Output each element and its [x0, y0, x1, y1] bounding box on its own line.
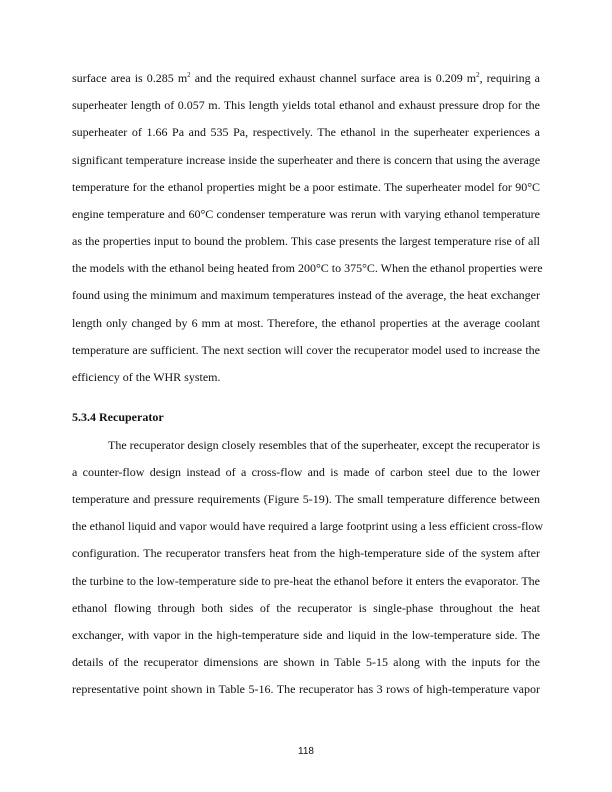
text-run: surface area is 0.285 m [72, 71, 188, 85]
page-number: 118 [298, 746, 314, 757]
paragraph-line: configuration. The recuperator transfers heat from the high-temperature side of the system after [72, 546, 540, 560]
paragraph-line: engine temperature and 60°C condenser temperature was rerun with varying ethanol temperature [72, 207, 540, 221]
paragraph-line: the ethanol liquid and vapor would have required a large footprint using a less efficient cross-flow [72, 519, 544, 533]
paragraph-line: The recuperator design closely resembles that of the superheater, except the recuperator is [108, 438, 540, 452]
paragraph-line: ethanol flowing through both sides of the recuperator is single-phase throughout the heat [72, 601, 540, 615]
paragraph-line: superheater of 1.66 Pa and 535 Pa, respectively. The ethanol in the superheater experiences a [72, 125, 540, 139]
paragraph-line: length only changed by 6 mm at most. Therefore, the ethanol properties at the average coolant [72, 316, 540, 330]
text-run: , requiring a [479, 71, 541, 85]
paragraph-line: temperature are sufficient. The next section will cover the recuperator model used to increase the [72, 343, 540, 357]
paragraph-line: exchanger, with vapor in the high-temperature side and liquid in the low-temperature side. The [72, 628, 540, 642]
paragraph-line: found using the minimum and maximum temperatures instead of the average, the heat exchanger [72, 288, 540, 302]
paragraph-line: the models with the ethanol being heated from 200°C to 375°C. When the ethanol properties were [72, 261, 543, 275]
superscript: 2 [187, 71, 191, 79]
paragraph-line: significant temperature increase inside the superheater and there is concern that using the average [72, 153, 541, 167]
paragraph-line: temperature and pressure requirements (Figure 5-19). The small temperature difference between [72, 492, 540, 506]
text-run: and the required exhaust channel surface area is 0.209 m [190, 71, 477, 85]
paragraph-line: representative point shown in Table 5-16. The recuperator has 3 rows of high-temperature vapor [72, 682, 540, 696]
superscript: 2 [476, 71, 480, 79]
section-heading: 5.3.4 Recuperator [72, 410, 164, 424]
paragraph-line [72, 71, 540, 85]
paragraph-line: as the properties input to bound the problem. This case presents the largest temperature rise of all [72, 234, 540, 248]
paragraph-line: temperature for the ethanol properties might be a poor estimate. The superheater model for 90°C [72, 180, 540, 194]
paragraph-line: efficiency of the WHR system. [72, 370, 221, 384]
paragraph-line: superheater length of 0.057 m. This length yields total ethanol and exhaust pressure drop for the [72, 98, 540, 112]
paragraph-line: the turbine to the low-temperature side to pre-heat the ethanol before it enters the evaporator. The [72, 574, 540, 588]
paragraph-line: details of the recuperator dimensions are shown in Table 5-15 along with the inputs for the [72, 655, 540, 669]
paragraph-line: a counter-flow design instead of a cross-flow and is made of carbon steel due to the lower [72, 465, 540, 479]
